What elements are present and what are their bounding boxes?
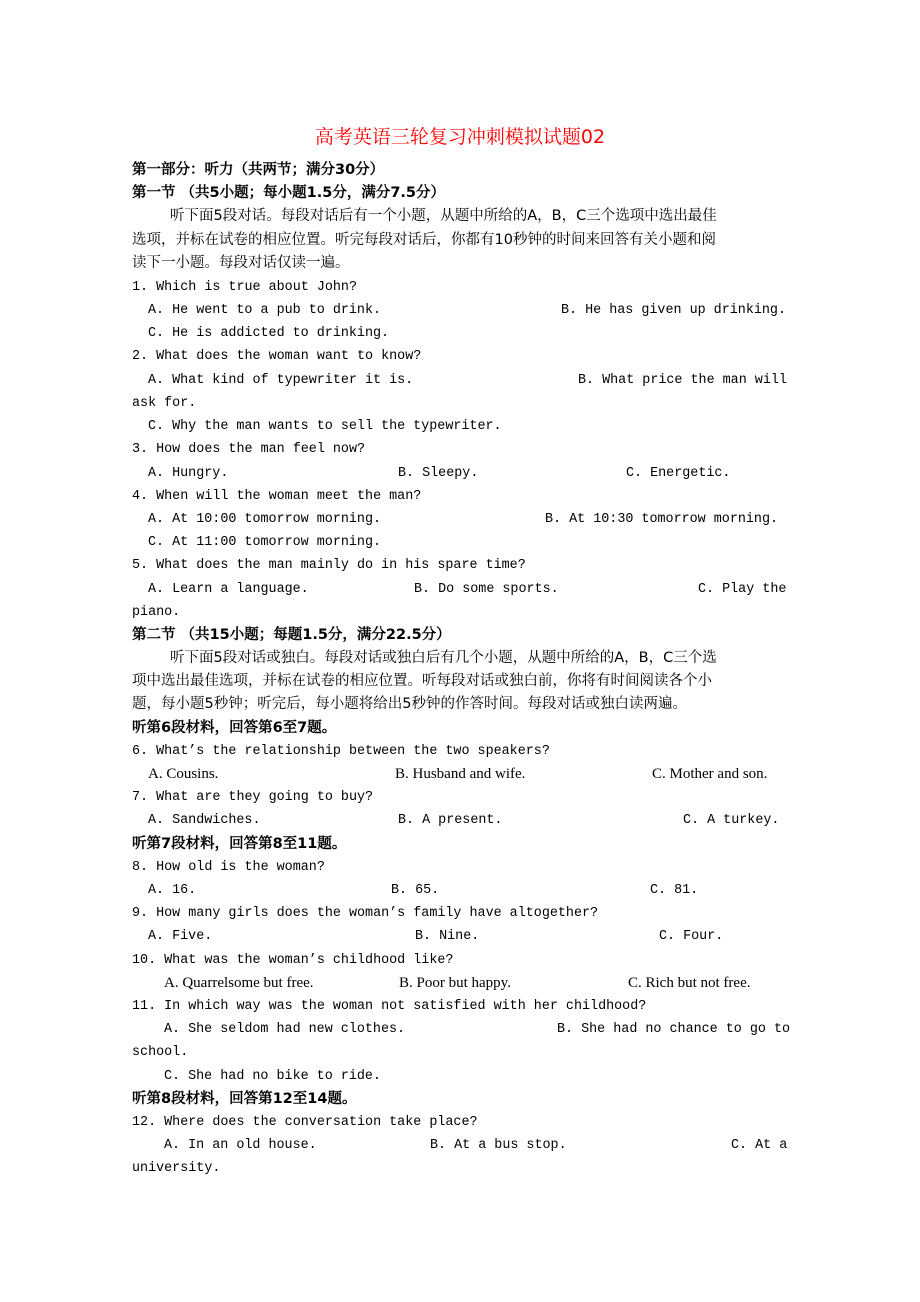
option-a: A. In an old house. xyxy=(164,1138,317,1153)
option-a: A. What kind of typewriter it is. xyxy=(148,373,414,388)
option-a: A. At 10:00 tomorrow morning. xyxy=(148,512,382,527)
option-b-cont: ask for. xyxy=(132,396,197,411)
option-c: C. She had no bike to ride. xyxy=(164,1069,381,1084)
option-b: B. A present. xyxy=(398,813,503,828)
option-a: A. He went to a pub to drink. xyxy=(148,303,382,318)
question: 12. Where does the conversation take place? xyxy=(132,1115,478,1130)
question: 2. What does the woman want to know? xyxy=(132,349,422,364)
option-a: A. Cousins. xyxy=(148,766,219,782)
question: 11. In which way was the woman not satisfied with her childhood? xyxy=(132,999,647,1014)
option-b: B. What price the man will xyxy=(578,373,787,388)
option-c: C. At a xyxy=(731,1138,788,1153)
option-a: A. Learn a language. xyxy=(148,582,309,597)
instructions-line: 听下面5段对话或独白。每段对话或独白后有几个小题，从题中所给的A，B，C三个选 xyxy=(170,650,717,666)
option-b: B. At 10:30 tomorrow morning. xyxy=(545,512,779,527)
question: 7. What are they going to buy? xyxy=(132,790,374,805)
question: 10. What was the woman’s childhood like? xyxy=(132,953,454,968)
instructions-line: 选项，并标在试卷的相应位置。听完每段对话后，你都有10秒钟的时间来回答有关小题和阅 xyxy=(132,232,716,248)
material-note: 听第7段材料，回答第8至11题。 xyxy=(132,836,347,852)
option-b: B. She had no chance to go to xyxy=(557,1022,791,1037)
option-c: C. He is addicted to drinking. xyxy=(148,326,390,341)
question: 4. When will the woman meet the man? xyxy=(132,489,422,504)
option-c: C. Why the man wants to sell the typewriter. xyxy=(148,419,502,434)
instructions-line: 听下面5段对话。每段对话后有一个小题，从题中所给的A，B，C三个选项中选出最佳 xyxy=(170,208,717,224)
question: 9. How many girls does the woman’s family have altogether? xyxy=(132,906,599,921)
question: 1. Which is true about John? xyxy=(132,280,357,295)
question: 8. How old is the woman? xyxy=(132,860,325,875)
option-a: A. Sandwiches. xyxy=(148,813,261,828)
instructions-line: 项中选出最佳选项，并标在试卷的相应位置。听每段对话或独白前，你将有时间阅读各个小 xyxy=(132,673,712,689)
question: 3. How does the man feel now? xyxy=(132,442,366,457)
instructions-line: 题，每小题5秒钟；听完后，每小题将给出5秒钟的作答时间。每段对话或独白读两遍。 xyxy=(132,696,687,712)
option-c: C. At 11:00 tomorrow morning. xyxy=(148,535,382,550)
option-b: B. 65. xyxy=(391,883,440,898)
option-c: C. Mother and son. xyxy=(652,766,768,782)
material-note: 听第6段材料，回答第6至7题。 xyxy=(132,720,337,736)
section-heading: 第一节 （共5小题；每小题1.5分，满分7.5分） xyxy=(132,185,446,201)
option-a: A. Quarrelsome but free. xyxy=(164,975,314,991)
option-b: B. Husband and wife. xyxy=(395,766,526,782)
option-c: C. A turkey. xyxy=(683,813,780,828)
part-heading: 第一部分：听力（共两节；满分30分） xyxy=(132,162,385,178)
option-c: C. 81. xyxy=(650,883,699,898)
question: 6. What’s the relationship between the two speakers? xyxy=(132,744,550,759)
document-title: 高考英语三轮复习冲刺模拟试题02 xyxy=(314,126,606,148)
option-c-cont: university. xyxy=(132,1161,221,1176)
option-c: C. Energetic. xyxy=(626,466,731,481)
option-b: B. Nine. xyxy=(415,929,480,944)
section-heading: 第二节 （共15小题；每题1.5分，满分22.5分） xyxy=(132,627,451,643)
option-b-cont: school. xyxy=(132,1045,189,1060)
option-c: C. Play the xyxy=(698,582,787,597)
option-b: B. At a bus stop. xyxy=(430,1138,567,1153)
option-b: B. He has given up drinking. xyxy=(561,303,786,318)
option-a: A. She seldom had new clothes. xyxy=(164,1022,406,1037)
material-note: 听第8段材料，回答第12至14题。 xyxy=(132,1091,357,1107)
option-c: C. Rich but not free. xyxy=(628,975,751,991)
option-b: B. Do some sports. xyxy=(414,582,559,597)
instructions-line: 读下一小题。每段对话仅读一遍。 xyxy=(132,255,350,271)
option-c: C. Four. xyxy=(659,929,724,944)
option-c-cont: piano. xyxy=(132,605,181,620)
question: 5. What does the man mainly do in his spare time? xyxy=(132,558,526,573)
option-b: B. Poor but happy. xyxy=(399,975,511,991)
option-b: B. Sleepy. xyxy=(398,466,479,481)
option-a: A. Five. xyxy=(148,929,213,944)
option-a: A. 16. xyxy=(148,883,197,898)
option-a: A. Hungry. xyxy=(148,466,229,481)
